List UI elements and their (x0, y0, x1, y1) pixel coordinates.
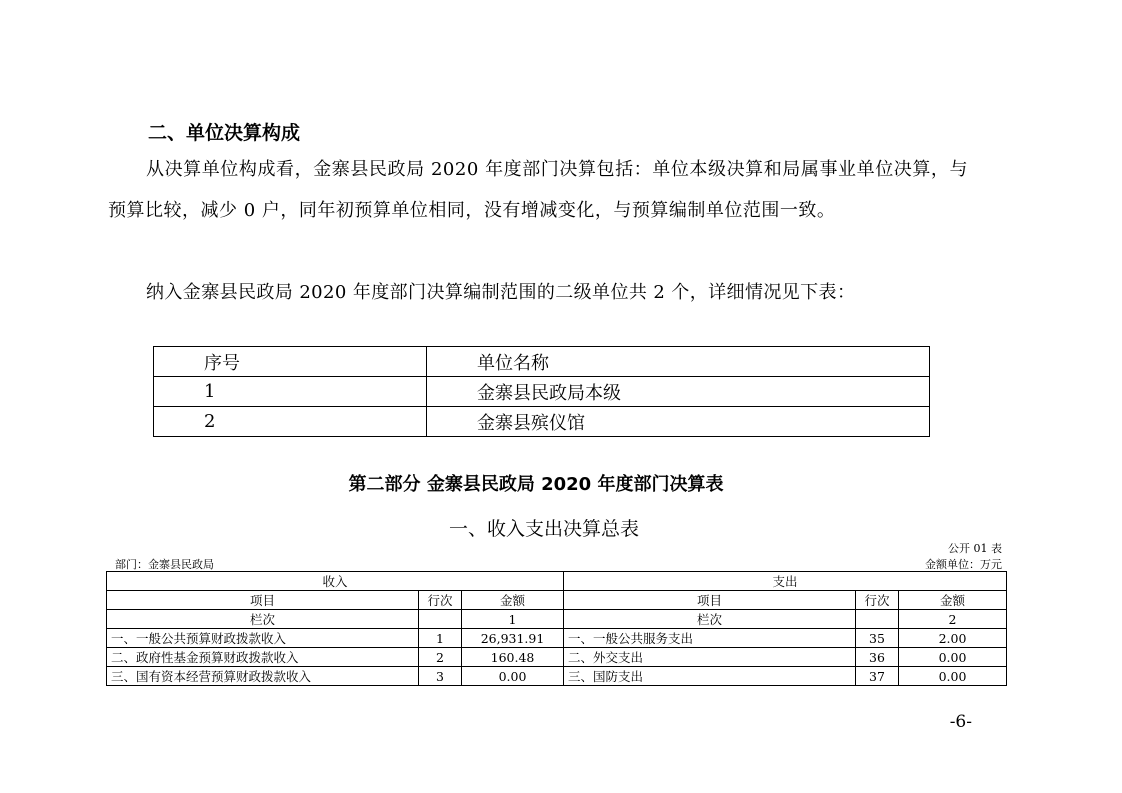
serial-cell: 2 (154, 407, 427, 437)
income-lanci-empty (419, 610, 462, 629)
summary-lanci-row (107, 610, 1007, 629)
expense-item-cell: 二、外交支出 (564, 648, 856, 667)
income-row-cell: 2 (419, 648, 462, 667)
income-row-cell: 3 (419, 667, 462, 686)
table-row (107, 667, 1007, 686)
header-unit-name: 单位名称 (427, 347, 930, 377)
expense-row-header: 行次 (856, 591, 899, 610)
section-heading: 二、单位决算构成 (148, 122, 301, 144)
paragraph-composition: 从决算单位构成看，金寨县民政局 2020 年度部门决算包括：单位本级决算和局属事业单位决算，与预算比较，减少 0 户，同年初预算单位相同，没有增减变化，与预算编制单位范围一致。 (108, 159, 968, 221)
expense-amount-header: 金额 (899, 591, 1007, 610)
expense-item-header: 项目 (564, 591, 856, 610)
income-amount-cell: 160.48 (462, 648, 564, 667)
income-expense-summary-table (106, 571, 1007, 686)
expense-item-cell: 三、国防支出 (564, 667, 856, 686)
income-item-cell: 一、一般公共预算财政拨款收入 (107, 629, 419, 648)
income-item-cell: 三、国有资本经营预算财政拨款收入 (107, 667, 419, 686)
unit-name-cell: 金寨县民政局本级 (427, 377, 930, 407)
income-amount-header: 金额 (462, 591, 564, 610)
table-number: 公开 01 表 (948, 542, 1002, 555)
table-row (107, 629, 1007, 648)
page-number: -6- (949, 712, 972, 732)
income-group-header: 收入 (107, 572, 564, 591)
income-amount-cell: 0.00 (462, 667, 564, 686)
part-title: 第二部分 金寨县民政局 2020 年度部门决算表 (348, 474, 724, 495)
expense-amount-cell: 2.00 (899, 629, 1007, 648)
amount-unit-label: 金额单位：万元 (925, 558, 1002, 571)
income-row-cell: 1 (419, 629, 462, 648)
header-serial: 序号 (154, 347, 427, 377)
table-row (107, 648, 1007, 667)
table-row (154, 407, 930, 437)
expense-lanci-empty (856, 610, 899, 629)
table-header-row (154, 347, 930, 377)
expense-amount-cell: 0.00 (899, 648, 1007, 667)
department-label: 部门：金寨县民政局 (115, 558, 214, 571)
income-item-cell: 二、政府性基金预算财政拨款收入 (107, 648, 419, 667)
expense-row-cell: 36 (856, 648, 899, 667)
income-column-number: 1 (462, 610, 564, 629)
summary-column-header-row (107, 591, 1007, 610)
summary-group-row (107, 572, 1007, 591)
units-table (153, 346, 930, 437)
unit-name-cell: 金寨县殡仪馆 (427, 407, 930, 437)
table-row (154, 377, 930, 407)
expense-lanci-label: 栏次 (564, 610, 856, 629)
table-subtitle: 一、收入支出决算总表 (448, 518, 639, 540)
income-lanci-label: 栏次 (107, 610, 419, 629)
income-row-header: 行次 (419, 591, 462, 610)
expense-column-number: 2 (899, 610, 1007, 629)
income-item-header: 项目 (107, 591, 419, 610)
expense-row-cell: 35 (856, 629, 899, 648)
expense-item-cell: 一、一般公共服务支出 (564, 629, 856, 648)
paragraph-scope: 纳入金寨县民政局 2020 年度部门决算编制范围的二级单位共 2 个，详细情况见下表： (146, 282, 856, 303)
income-amount-cell: 26,931.91 (462, 629, 564, 648)
expense-row-cell: 37 (856, 667, 899, 686)
expense-amount-cell: 0.00 (899, 667, 1007, 686)
expense-group-header: 支出 (564, 572, 1007, 591)
serial-cell: 1 (154, 377, 427, 407)
